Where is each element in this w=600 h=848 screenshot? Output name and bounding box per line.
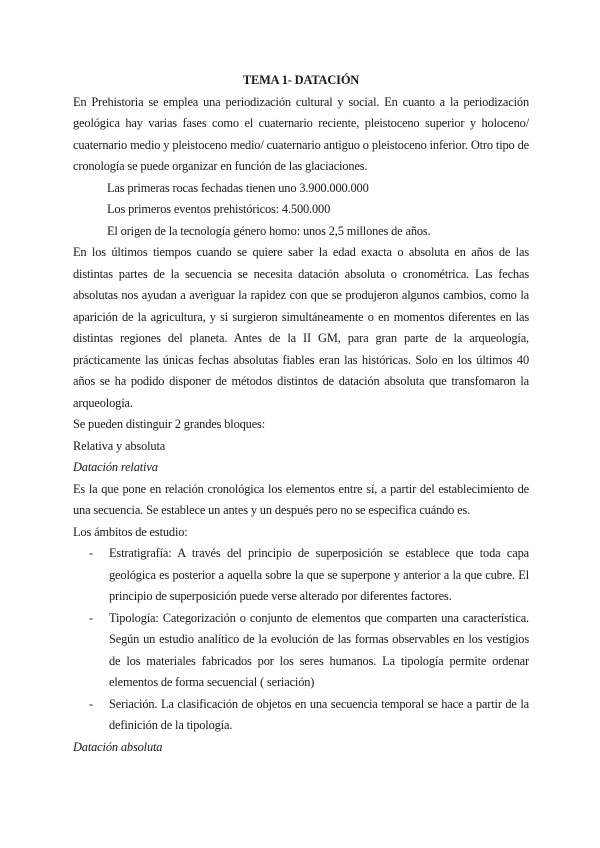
scopes-intro: Los ámbitos de estudio: bbox=[73, 524, 188, 539]
document-page bbox=[73, 70, 529, 758]
page-title: TEMA 1- DATACIÓN bbox=[242, 73, 360, 87]
scopes-list bbox=[73, 543, 529, 737]
fact-line: Los primeros eventos prehistóricos: 4.500.000 bbox=[107, 202, 331, 216]
list-item bbox=[73, 543, 529, 608]
blocks-line: Relativa y absoluta bbox=[73, 438, 166, 453]
blocks-intro: Se pueden distinguir 2 grandes bloques: bbox=[73, 417, 266, 431]
list-item-text: Seriación. La clasificación de objetos en una secuencia temporal se hace a partir de la definición de la tipología. bbox=[109, 696, 529, 732]
fact-line: El origen de la tecnología género homo: unos 2,5 millones de años. bbox=[107, 223, 431, 238]
dash-bullet: - bbox=[89, 696, 93, 711]
list-item-text: Tipología: Categorización o conjunto de elementos que comparten una característica. Según un estudio analítico de la evolución de las formas observables en los vestigios de los materiales fabricados por los seres humanos. La tipología permite ordenar elementos de forma secuencial ( seriación) bbox=[109, 610, 529, 689]
list-item-text: Estratigrafía: A través del principio de superposición se establece que toda capa geológica es posterior a aquella sobre la que se superpone y anterior a la que cubre. El principio de superposición puede verse alterado por diferentes factores. bbox=[109, 546, 529, 603]
list-item bbox=[73, 694, 529, 737]
fact-line: Las primeras rocas fechadas tienen uno 3.900.000.000 bbox=[107, 180, 369, 195]
heading-relative-dating: Datación relativa bbox=[73, 460, 158, 474]
dash-bullet: - bbox=[89, 610, 93, 625]
list-item bbox=[73, 608, 529, 694]
heading-absolute-dating: Datación absoluta bbox=[73, 739, 163, 754]
relative-dating-paragraph: Es la que pone en relación cronológica los elementos entre sí, a partir del establecimiento de una secuencia. Se establece un antes y un después pero no se especifica cuándo es. bbox=[73, 481, 529, 517]
absolute-dating-paragraph: En los últimos tiempos cuando se quiere saber la edad exacta o absoluta en años de las distintas partes de la secuencia se necesita datación absoluta o cronométrica. Las fechas absolutas nos ayudan a averiguar la rapidez con que se produjeron algunos cambios, como la aparición de la agricultura, y si surgieron simultáneamente o en momentos diferentes en las distintas regiones del planeta. Antes de la II GM, para gran parte de la arqueología, prácticamente las únicas fechas absolutas fiables eran las históricas. Solo en los últimos 40 años se ha podido disponer de métodos distintos de datación absoluta que transfomaron la arqueología. bbox=[73, 245, 529, 410]
dash-bullet: - bbox=[89, 546, 93, 560]
intro-paragraph: En Prehistoria se emplea una periodización cultural y social. En cuanto a la periodización geológica hay varias fases como el cuaternario reciente, pleistoceno superior y holoceno/ cuaternario medio y pleistoceno medio/ cuaternario antiguo o pleistoceno inferior. Otro tipo de cronología se puede organizar en función de las glaciaciones. bbox=[73, 94, 529, 173]
